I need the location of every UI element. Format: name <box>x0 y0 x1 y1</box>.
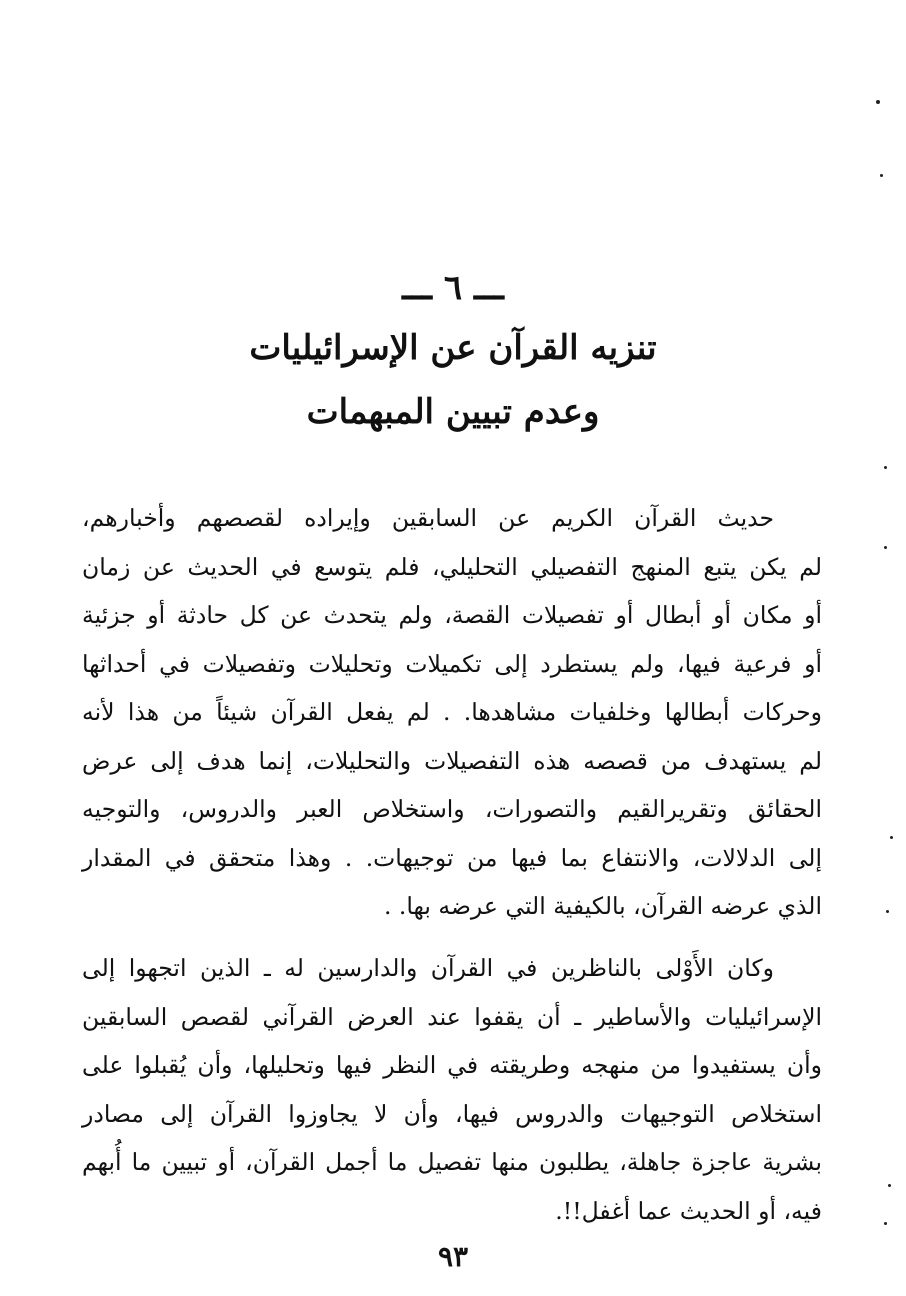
paragraph-line: حديث القرآن الكريم عن السابقين وإيراده لقصصهم وأخبارهم، <box>82 504 774 532</box>
paragraph-line: وأن يستفيدوا من منهجه وطريقته في النظر فيها وتحليلها، وأن يُقبلوا على <box>82 1051 822 1079</box>
paragraph-line: وحركات أبطالها وخلفيات مشاهدها. . لم يفعل القرآن شيئاً من هذا لأنه <box>82 698 822 726</box>
scan-speck <box>886 910 889 913</box>
chapter-number: ـــ ٦ ـــ <box>402 268 504 308</box>
scan-speck <box>890 836 893 839</box>
chapter-title-line-1: تنزيه القرآن عن الإسرائيليات <box>249 328 657 368</box>
paragraph-line: الذي عرضه القرآن، بالكيفية التي عرضه بها. . <box>383 892 822 920</box>
scan-speck <box>884 546 887 549</box>
scan-speck <box>884 466 887 469</box>
paragraph-line: بشرية عاجزة جاهلة، يطلبون منها تفصيل ما أجمل القرآن، أو تبيين ما أُبهم <box>82 1148 822 1176</box>
paragraph-line: استخلاص التوجيهات والدروس فيها، وأن لا يجاوزوا القرآن إلى مصادر <box>82 1099 822 1128</box>
paragraph-line: وكان الأَوْلى بالناظرين في القرآن والدارسين له ـ الذين اتجهوا إلى <box>82 954 774 982</box>
page-number: ٩٣ <box>437 1240 469 1273</box>
paragraph-1 <box>82 494 822 931</box>
scan-speck <box>888 1184 891 1187</box>
scan-speck <box>876 100 880 104</box>
paragraph-line: لم يكن يتبع المنهج التفصيلي التحليلي، فلم يتوسع في الحديث عن زمان <box>82 552 822 581</box>
scan-speck <box>884 1222 887 1225</box>
chapter-title-line-2: وعدم تبيين المبهمات <box>306 392 600 432</box>
paragraph-line: أو مكان أو أبطال أو تفصيلات القصة، ولم يتحدث عن كل حادثة أو جزئية <box>82 601 822 629</box>
paragraph-2 <box>82 944 822 1235</box>
paragraph-line: الحقائق وتقريرالقيم والتصورات، واستخلاص العبر والدروس، والتوجيه <box>82 795 822 823</box>
paragraph-line: إلى الدلالات، والانتفاع بما فيها من توجيهات. . وهذا متحقق في المقدار <box>82 843 822 872</box>
paragraph-line: الإسرائيليات والأساطير ـ أن يقفوا عند العرض القرآني لقصص السابقين <box>82 1002 822 1031</box>
paragraph-line: أو فرعية فيها، ولم يستطرد إلى تكميلات وتحليلات وتفصيلات في أحداثها <box>82 649 822 678</box>
scan-speck <box>880 174 883 177</box>
paragraph-line: لم يستهدف من قصصه هذه التفصيلات والتحليلات، إنما هدف إلى عرض <box>82 746 822 775</box>
paragraph-line: فيه، أو الحديث عما أغفل!!. <box>555 1196 822 1225</box>
